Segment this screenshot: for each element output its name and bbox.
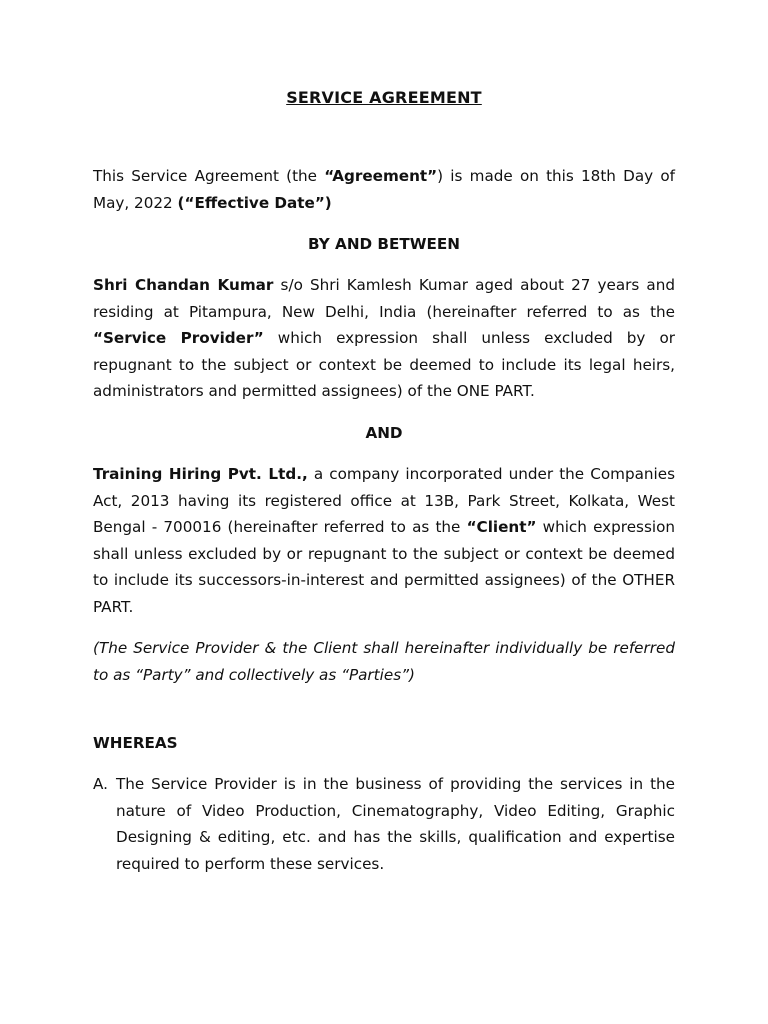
document-title: SERVICE AGREEMENT	[286, 88, 482, 107]
client-name: Training Hiring Pvt. Ltd.,	[93, 465, 308, 483]
whereas-heading: WHEREAS	[93, 734, 178, 752]
whereas-clause-a	[93, 771, 675, 877]
service-provider-term: “Service Provider”	[93, 329, 264, 348]
client-term: “Client”	[466, 518, 537, 537]
parties-note: (The Service Provider & the Client shall hereinafter individually be referred to as “Party” and collectively as “Parties”)	[93, 639, 675, 684]
agreement-term: “Agreement”	[324, 167, 438, 185]
intro-text-1: This Service Agreement (the	[93, 167, 325, 185]
party-two-text-2: which expression shall unless excluded by or repugnant to the subject or context be deemed to include its successors-in-interest and permitted assignees) of the OTHER PART.	[93, 518, 676, 616]
and-heading: AND	[365, 424, 403, 442]
service-provider-name: Shri Chandan Kumar	[93, 276, 274, 294]
clause-text: The Service Provider is in the business of providing the services in the nature of Video Production, Cinematography, Video Editing, Graphic Designing & editing, etc. and has the skills, qualification and expertise required to perform these services.	[116, 775, 675, 873]
effective-date-term: (“Effective Date”)	[177, 193, 332, 212]
party-two-text-1: a company incorporated under the Companies Act, 2013 having its registered office at 13B, Park Street, Kolkata, West Bengal - 700016 (hereinafter referred to as the	[93, 465, 675, 537]
intro-text-2: ) is made on this 18th Day of May, 2022	[93, 167, 675, 212]
party-one-text-2: which expression shall unless excluded by or repugnant to the subject or context be deemed to include its legal heirs, administrators and permitted assignees) of the ONE PART.	[93, 329, 675, 401]
clause-marker: A.	[93, 775, 108, 793]
by-and-between-heading: BY AND BETWEEN	[308, 235, 460, 253]
intro-paragraph	[93, 163, 675, 216]
party-two-paragraph	[93, 461, 675, 621]
party-one-text-1: s/o Shri Kamlesh Kumar aged about 27 years and residing at Pitampura, New Delhi, India (hereinafter referred to as the	[93, 276, 675, 321]
party-one-paragraph	[93, 272, 675, 405]
